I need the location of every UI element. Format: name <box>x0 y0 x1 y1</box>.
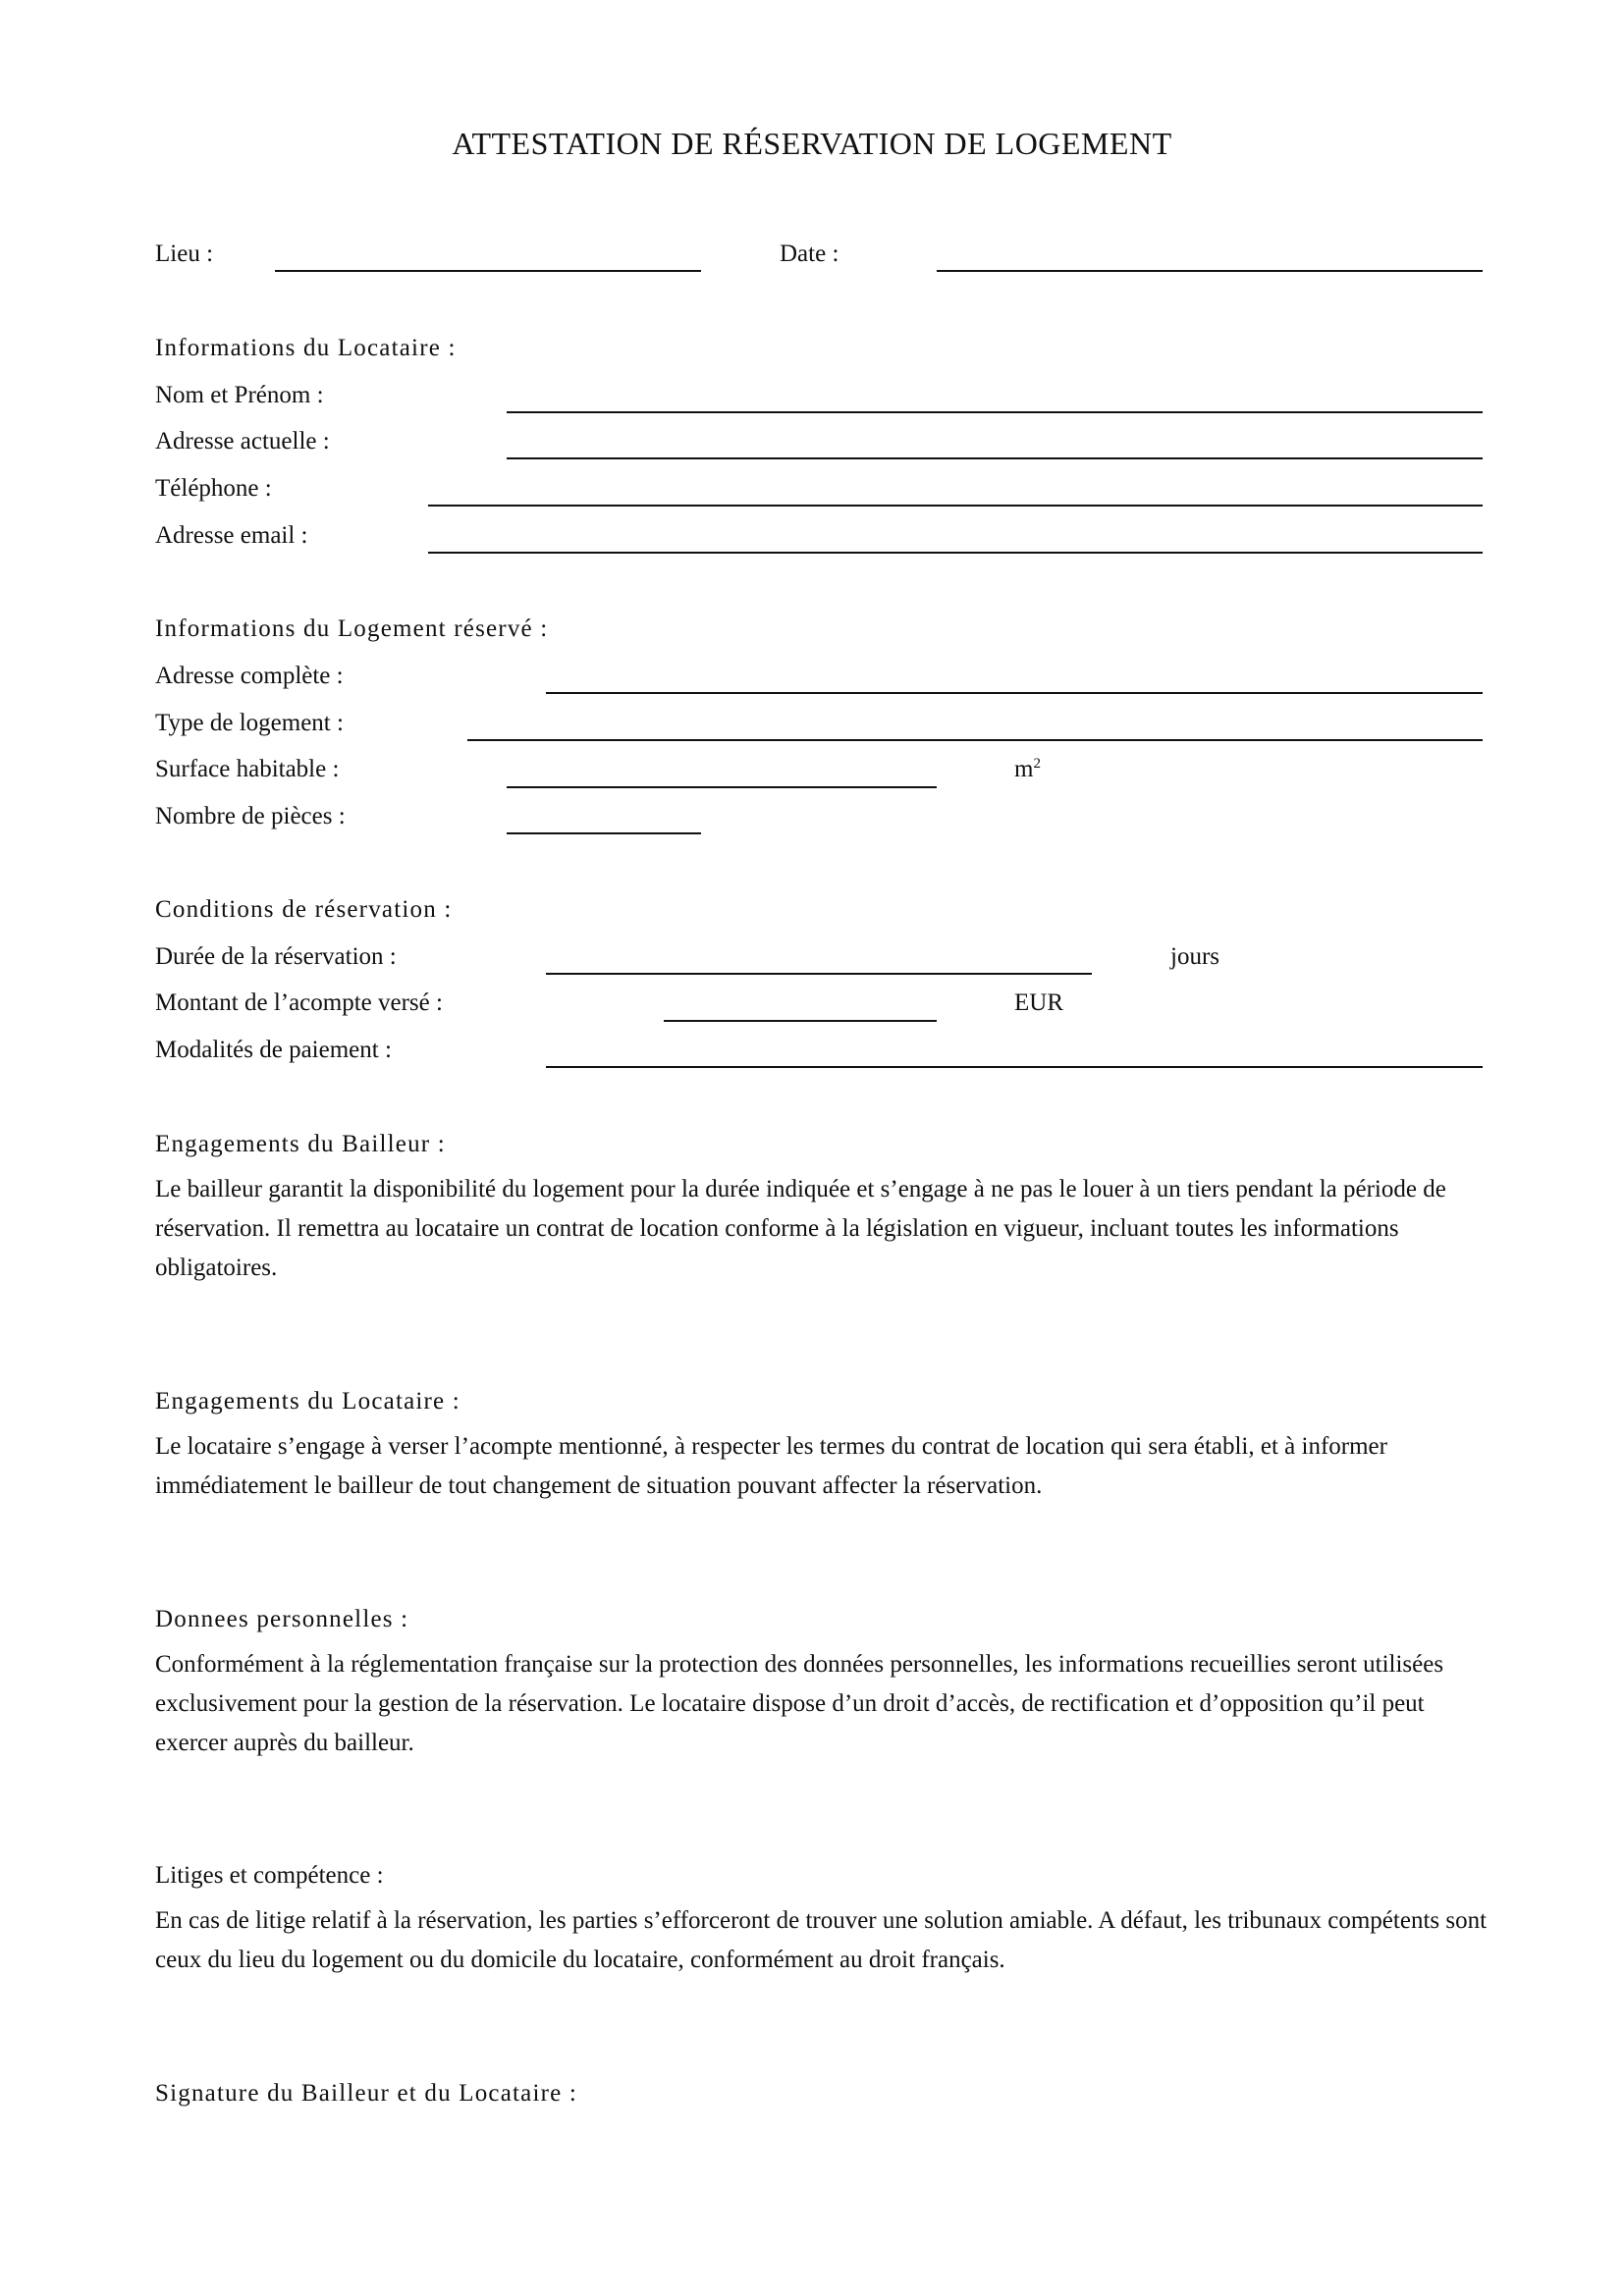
telephone-field[interactable] <box>428 505 1483 507</box>
document-title: ATTESTATION DE RÉSERVATION DE LOGEMENT <box>452 126 1172 161</box>
engagements-locataire-heading: Engagements du Locataire : <box>155 1388 460 1415</box>
litiges-heading: Litiges et compétence : <box>155 1862 384 1889</box>
donnees-text: Conformément à la réglementation française sur la protection des données personnelles, les informations recueillies seront utilisées exclusivement pour la gestion de la réservation. Le locataire dispose d’un droit d’accès, de rectification et d’opposition qu’il peut exercer auprès du bailleur. <box>155 1651 1444 1756</box>
telephone-label: Téléphone : <box>155 475 272 502</box>
type-logement-field[interactable] <box>467 739 1483 741</box>
adresse-complete-label: Adresse complète : <box>155 663 344 689</box>
adresse-actuelle-label: Adresse actuelle : <box>155 428 330 454</box>
acompte-unit: EUR <box>1014 989 1063 1016</box>
email-label: Adresse email : <box>155 522 308 549</box>
bailleur-heading: Engagements du Bailleur : <box>155 1131 446 1157</box>
nom-field[interactable] <box>507 411 1483 413</box>
lieu-field[interactable] <box>275 270 701 272</box>
duree-label: Durée de la réservation : <box>155 943 397 970</box>
acompte-field[interactable] <box>664 1020 937 1022</box>
acompte-label: Montant de l’acompte versé : <box>155 989 443 1016</box>
email-field[interactable] <box>428 552 1483 554</box>
engagements-locataire-text: Le locataire s’engage à verser l’acompte mentionné, à respecter les termes du contrat de location qui sera établi, et à informer immédiatement le bailleur de tout changement de situation pouvant affecter la réservation. <box>155 1433 1387 1499</box>
signature-heading: Signature du Bailleur et du Locataire : <box>155 2080 578 2107</box>
duree-field[interactable] <box>546 973 1092 975</box>
litiges-text: En cas de litige relatif à la réservation, les parties s’efforceront de trouver une solution amiable. A défaut, les tribunaux compétents sont ceux du lieu du logement ou du domicile du locataire, conformément au droit français. <box>155 1907 1488 1973</box>
logement-heading: Informations du Logement réservé : <box>155 615 549 642</box>
surface-label: Surface habitable : <box>155 756 340 782</box>
surface-unit-exponent: 2 <box>1033 756 1041 772</box>
lieu-label: Lieu : <box>155 240 214 267</box>
duree-unit: jours <box>1170 943 1219 970</box>
modalites-field[interactable] <box>546 1066 1483 1068</box>
date-field[interactable] <box>937 270 1483 272</box>
type-logement-label: Type de logement : <box>155 710 344 736</box>
locataire-heading: Informations du Locataire : <box>155 335 457 361</box>
conditions-heading: Conditions de réservation : <box>155 896 453 923</box>
donnees-heading: Donnees personnelles : <box>155 1606 409 1632</box>
pieces-label: Nombre de pièces : <box>155 803 346 829</box>
modalites-label: Modalités de paiement : <box>155 1037 392 1063</box>
adresse-complete-field[interactable] <box>546 692 1483 694</box>
pieces-field[interactable] <box>507 832 701 834</box>
surface-field[interactable] <box>507 786 937 788</box>
bailleur-text: Le bailleur garantit la disponibilité du logement pour la durée indiquée et s’engage à ne pas le louer à un tiers pendant la période de réservation. Il remettra au locataire un contrat de location conforme à la législation en vigueur, incluant toutes les informations obligatoires. <box>155 1176 1446 1281</box>
surface-unit-base: m <box>1014 756 1034 782</box>
nom-label: Nom et Prénom : <box>155 382 324 408</box>
adresse-actuelle-field[interactable] <box>507 457 1483 459</box>
surface-unit <box>1014 755 1041 784</box>
date-label: Date : <box>780 240 839 267</box>
